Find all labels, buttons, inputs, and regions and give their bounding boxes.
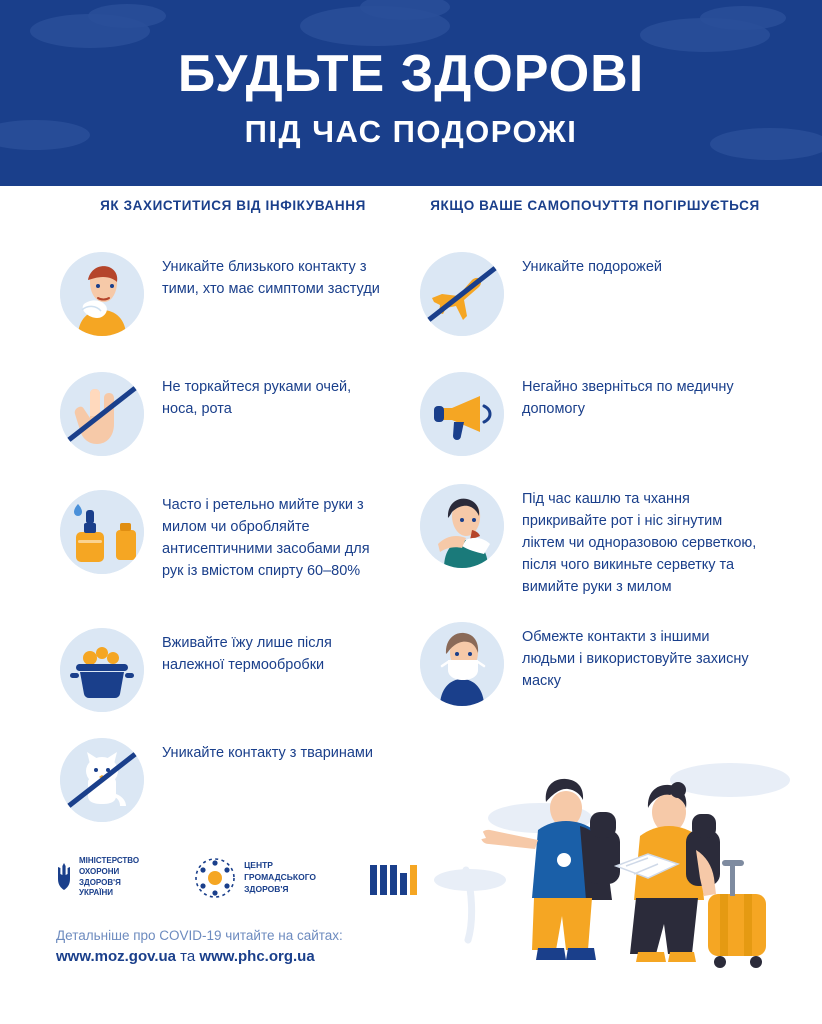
travellers-illustration: [430, 690, 822, 980]
list-item: [420, 484, 762, 598]
phc-mark-icon: [195, 858, 235, 898]
phc-logo-text: [244, 860, 316, 896]
list-item-text: Обмежте контакти з іншими людьми і використовуйте захисну маску: [522, 629, 749, 690]
phc-logo-line2: ГРОМАДСЬКОГО: [244, 871, 317, 882]
list-item-text: Під час кашлю та чхання прикривайте рот і ніс зігнутим ліктем чи одноразовою серветкою, після чого викиньте серветку та вимийте руки з милом: [522, 491, 757, 596]
megaphone-icon: [420, 372, 504, 456]
list-item: [60, 372, 390, 456]
list-item: [60, 490, 390, 582]
list-item-text: Уникайте близького контакту з тими, хто має симптоми застуди: [162, 259, 380, 298]
poster-subtitle: ПІД ЧАС ПОДОРОЖІ: [244, 114, 578, 149]
column-heading-symptoms: ЯКЩО ВАШЕ САМОПОЧУТТЯ ПОГІРШУЄТЬСЯ: [430, 198, 760, 213]
list-item: [60, 738, 390, 822]
no-airplane-icon: [420, 252, 504, 336]
list-item-text: Вживайте їжу лише після належної термообробки: [162, 635, 332, 674]
list-item: [420, 252, 762, 336]
column-heading-prevention: ЯК ЗАХИСТИТИСЯ ВІД ІНФІКУВАННЯ: [100, 198, 366, 213]
soap-dispenser-icon: [60, 490, 144, 574]
footer-links: [56, 948, 315, 965]
list-item-text: Негайно зверніться по медичну допомогу: [522, 379, 734, 418]
no-touch-face-hand-icon: [60, 372, 144, 456]
ministry-of-health-logo: [56, 856, 139, 899]
phc-logo-line1: ЦЕНТР: [244, 859, 273, 870]
list-item: [420, 372, 762, 456]
list-item-text: Уникайте подорожей: [522, 259, 663, 275]
trident-icon: [56, 863, 72, 893]
ministry-logo-line2: ОХОРОНИ: [79, 866, 120, 876]
footer-note: Детальніше про COVID-19 читайте на сайтах:: [56, 928, 343, 943]
cough-into-elbow-icon: [420, 484, 504, 568]
footer-link-separator: та: [176, 948, 200, 965]
footer-logos: [56, 856, 417, 899]
ukraine-brand-bars-icon: [370, 861, 417, 895]
ministry-logo-line3: ЗДОРОВ'Я: [79, 877, 121, 887]
list-item-text: Не торкайтеся руками очей, носа, рота: [162, 379, 352, 418]
phc-logo-line3: ЗДОРОВ'Я: [244, 883, 289, 894]
ministry-logo-text: [79, 856, 139, 899]
ministry-logo-line4: УКРАЇНИ: [79, 888, 114, 898]
public-health-center-logo: [195, 858, 316, 898]
moz-website-link[interactable]: www.moz.gov.ua: [56, 948, 177, 965]
poster-title: БУДЬТЕ ЗДОРОВІ: [177, 45, 645, 103]
phc-website-link[interactable]: www.phc.org.ua: [199, 948, 315, 965]
list-item-text: Часто і ретельно мийте руки з милом чи обробляйте антисептичними засобами для рук із вмістом спирту 60–80%: [162, 497, 370, 580]
list-item: [60, 628, 390, 712]
no-animals-cat-icon: [60, 738, 144, 822]
cooking-pot-icon: [60, 628, 144, 712]
woman-figure: [616, 782, 766, 968]
sneezing-man-icon: [60, 252, 144, 336]
ministry-logo-line1: МІНІСТЕРСТВО: [79, 856, 140, 865]
list-item: [60, 252, 390, 336]
list-item-text: Уникайте контакту з тваринами: [162, 745, 374, 761]
poster-header: [0, 0, 822, 186]
